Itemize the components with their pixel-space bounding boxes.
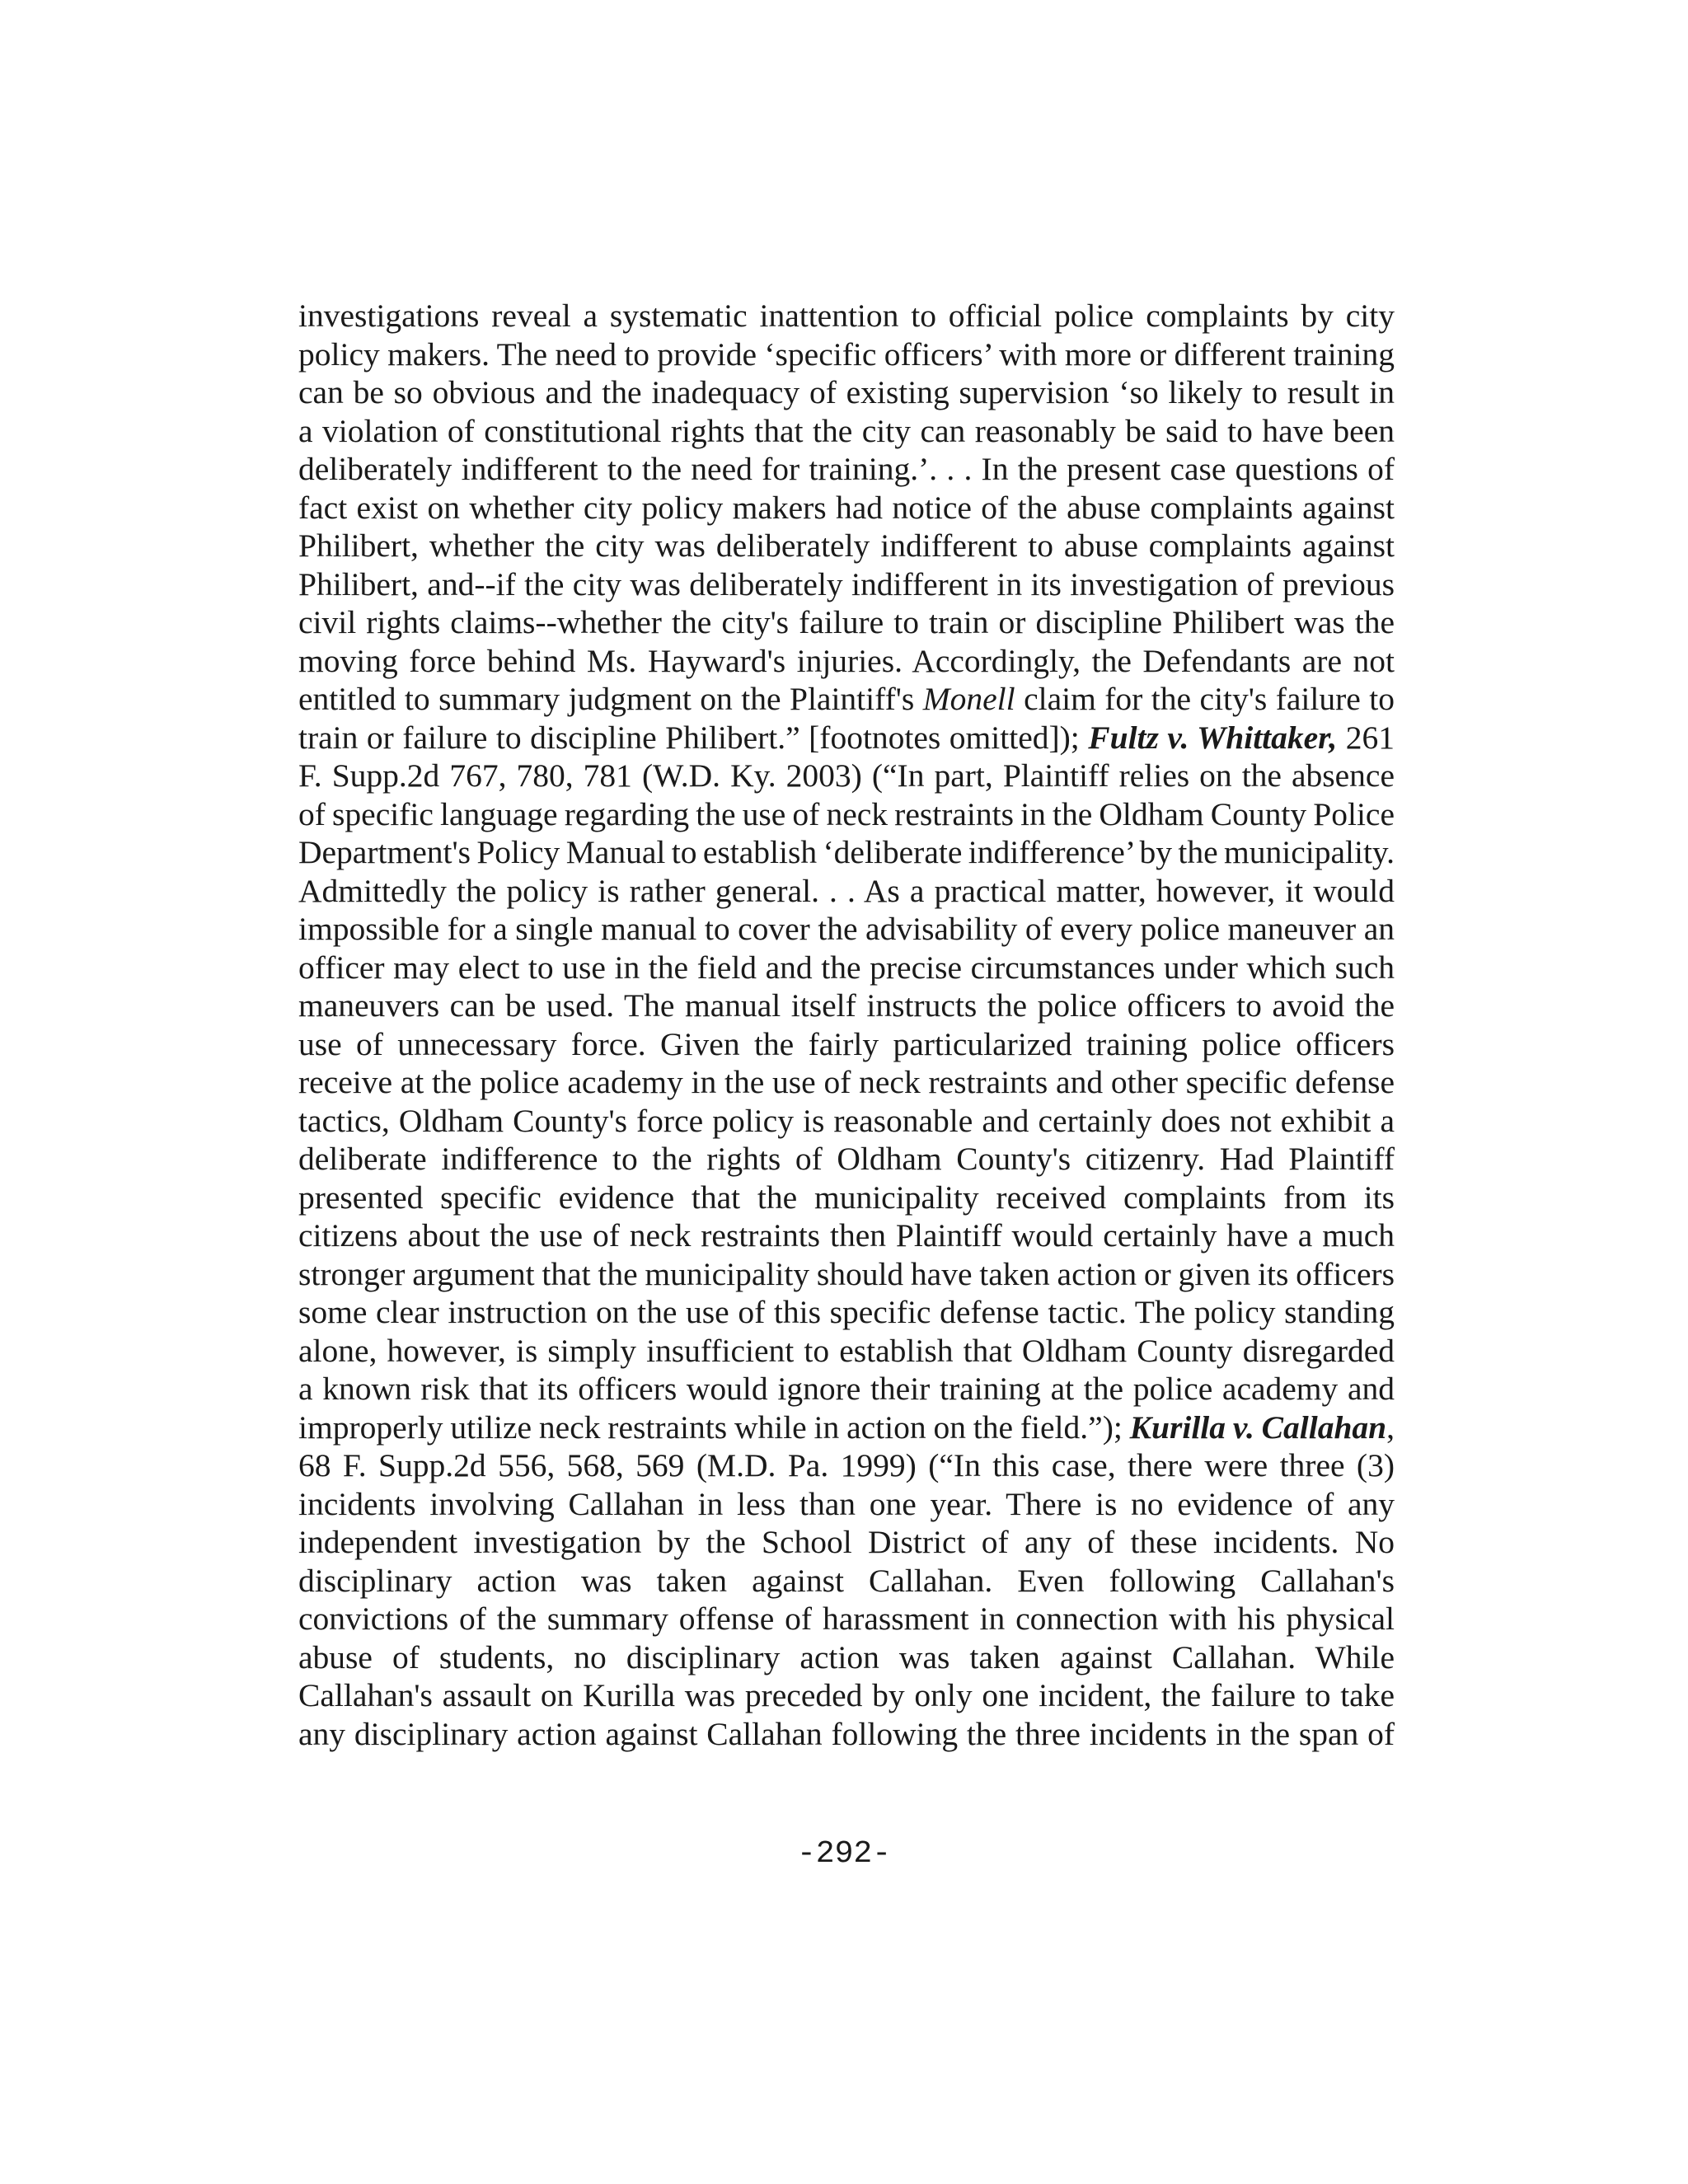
text-line: moving force behind Ms. Hayward's injuries. Accordingly, the Defendants are not (298, 642, 1395, 679)
text-line: any disciplinary action against Callahan following the three incidents in the span of (298, 1715, 1395, 1752)
text-line: some clear instruction on the use of this specific defense tactic. The policy standing (298, 1294, 1395, 1330)
text-line: convictions of the summary offense of harassment in connection with his physical (298, 1601, 1395, 1637)
text-line: policy makers. The need to provide ‘specific officers’ with more or different training (298, 335, 1395, 373)
text-line: a violation of constitutional rights that the city can reasonably be said to have been (298, 412, 1395, 449)
text-segment: improperly utilize neck restraints while in action on the field.”); (298, 1408, 1130, 1446)
body-paragraph (298, 297, 1395, 1753)
text-line: use of unnecessary force. Given the fairly particularized training police officers (298, 1025, 1395, 1062)
case-citation-kurilla: Kurilla v. Callahan (1129, 1408, 1387, 1446)
text-segment: 261 (1337, 719, 1395, 756)
text-line: fact exist on whether city policy makers had notice of the abuse complaints against (298, 489, 1395, 526)
text-segment: , (1386, 1408, 1395, 1446)
text-line: tactics, Oldham County's force policy is reasonable and certainly does not exhibit a (298, 1102, 1395, 1139)
page-number: -292- (796, 1836, 892, 1872)
text-line: stronger argument that the municipality should have taken action or given its officers (298, 1255, 1395, 1292)
text-line: a known risk that its officers would ignore their training at the police academy and (298, 1371, 1395, 1407)
text-segment: claim for the city's failure to (1015, 681, 1395, 717)
text-line: Philibert, whether the city was deliberately indifferent to abuse complaints against (298, 527, 1395, 564)
text-line: Callahan's assault on Kurilla was preceded by only one incident, the failure to take (298, 1677, 1395, 1713)
text-line: Admittedly the policy is rather general. . . As a practical matter, however, it would (298, 872, 1395, 909)
text-line: F. Supp.2d 767, 780, 781 (W.D. Ky. 2003) (“In part, Plaintiff relies on the absence (298, 757, 1395, 794)
text-line: incidents involving Callahan in less than one year. There is no evidence of any (298, 1485, 1395, 1522)
text-line: of specific language regarding the use of neck restraints in the Oldham County Police (298, 795, 1395, 832)
text-line: 68 F. Supp.2d 556, 568, 569 (M.D. Pa. 1999) (“In this case, there were three (3) (298, 1447, 1395, 1483)
text-line: maneuvers can be used. The manual itself instructs the police officers to avoid the (298, 987, 1395, 1024)
case-name-monell: Monell (922, 681, 1015, 717)
text-line: receive at the police academy in the use of neck restraints and other specific defense (298, 1064, 1395, 1100)
text-line (298, 1408, 1395, 1447)
text-line: citizens about the use of neck restraints then Plaintiff would certainly have a much (298, 1217, 1395, 1254)
text-line (298, 680, 1395, 719)
text-line: can be so obvious and the inadequacy of existing supervision ‘so likely to result in (298, 374, 1395, 410)
text-line: presented specific evidence that the municipality received complaints from its (298, 1179, 1395, 1216)
text-line: deliberately indifferent to the need for training.’. . . In the present case questions of (298, 451, 1395, 487)
text-line: civil rights claims--whether the city's failure to train or discipline Philibert was the (298, 604, 1395, 640)
text-line: investigations reveal a systematic inattention to official police complaints by city (298, 298, 1395, 334)
text-line (298, 719, 1395, 757)
text-line: officer may elect to use in the field and the precise circumstances under which such (298, 949, 1395, 986)
case-citation-fultz: Fultz v. Whittaker, (1088, 719, 1338, 756)
text-line: disciplinary action was taken against Callahan. Even following Callahan's (298, 1562, 1395, 1599)
text-line: Philibert, and--if the city was deliberately indifferent in its investigation of previous (298, 565, 1395, 602)
text-line: alone, however, is simply insufficient to establish that Oldham County disregarded (298, 1332, 1395, 1369)
text-segment: entitled to summary judgment on the Plaintiff's (298, 681, 923, 717)
text-line: independent investigation by the School District of any of these incidents. No (298, 1524, 1395, 1560)
text-line: abuse of students, no disciplinary action was taken against Callahan. While (298, 1638, 1395, 1675)
text-line: deliberate indifference to the rights of Oldham County's citizenry. Had Plaintiff (298, 1141, 1395, 1177)
text-line: impossible for a single manual to cover the advisability of every police maneuver an (298, 911, 1395, 947)
text-line: Department's Policy Manual to establish ‘deliberate indifference’ by the municipality. (298, 834, 1395, 870)
text-segment: train or failure to discipline Philibert.” [footnotes omitted]); (298, 719, 1089, 756)
